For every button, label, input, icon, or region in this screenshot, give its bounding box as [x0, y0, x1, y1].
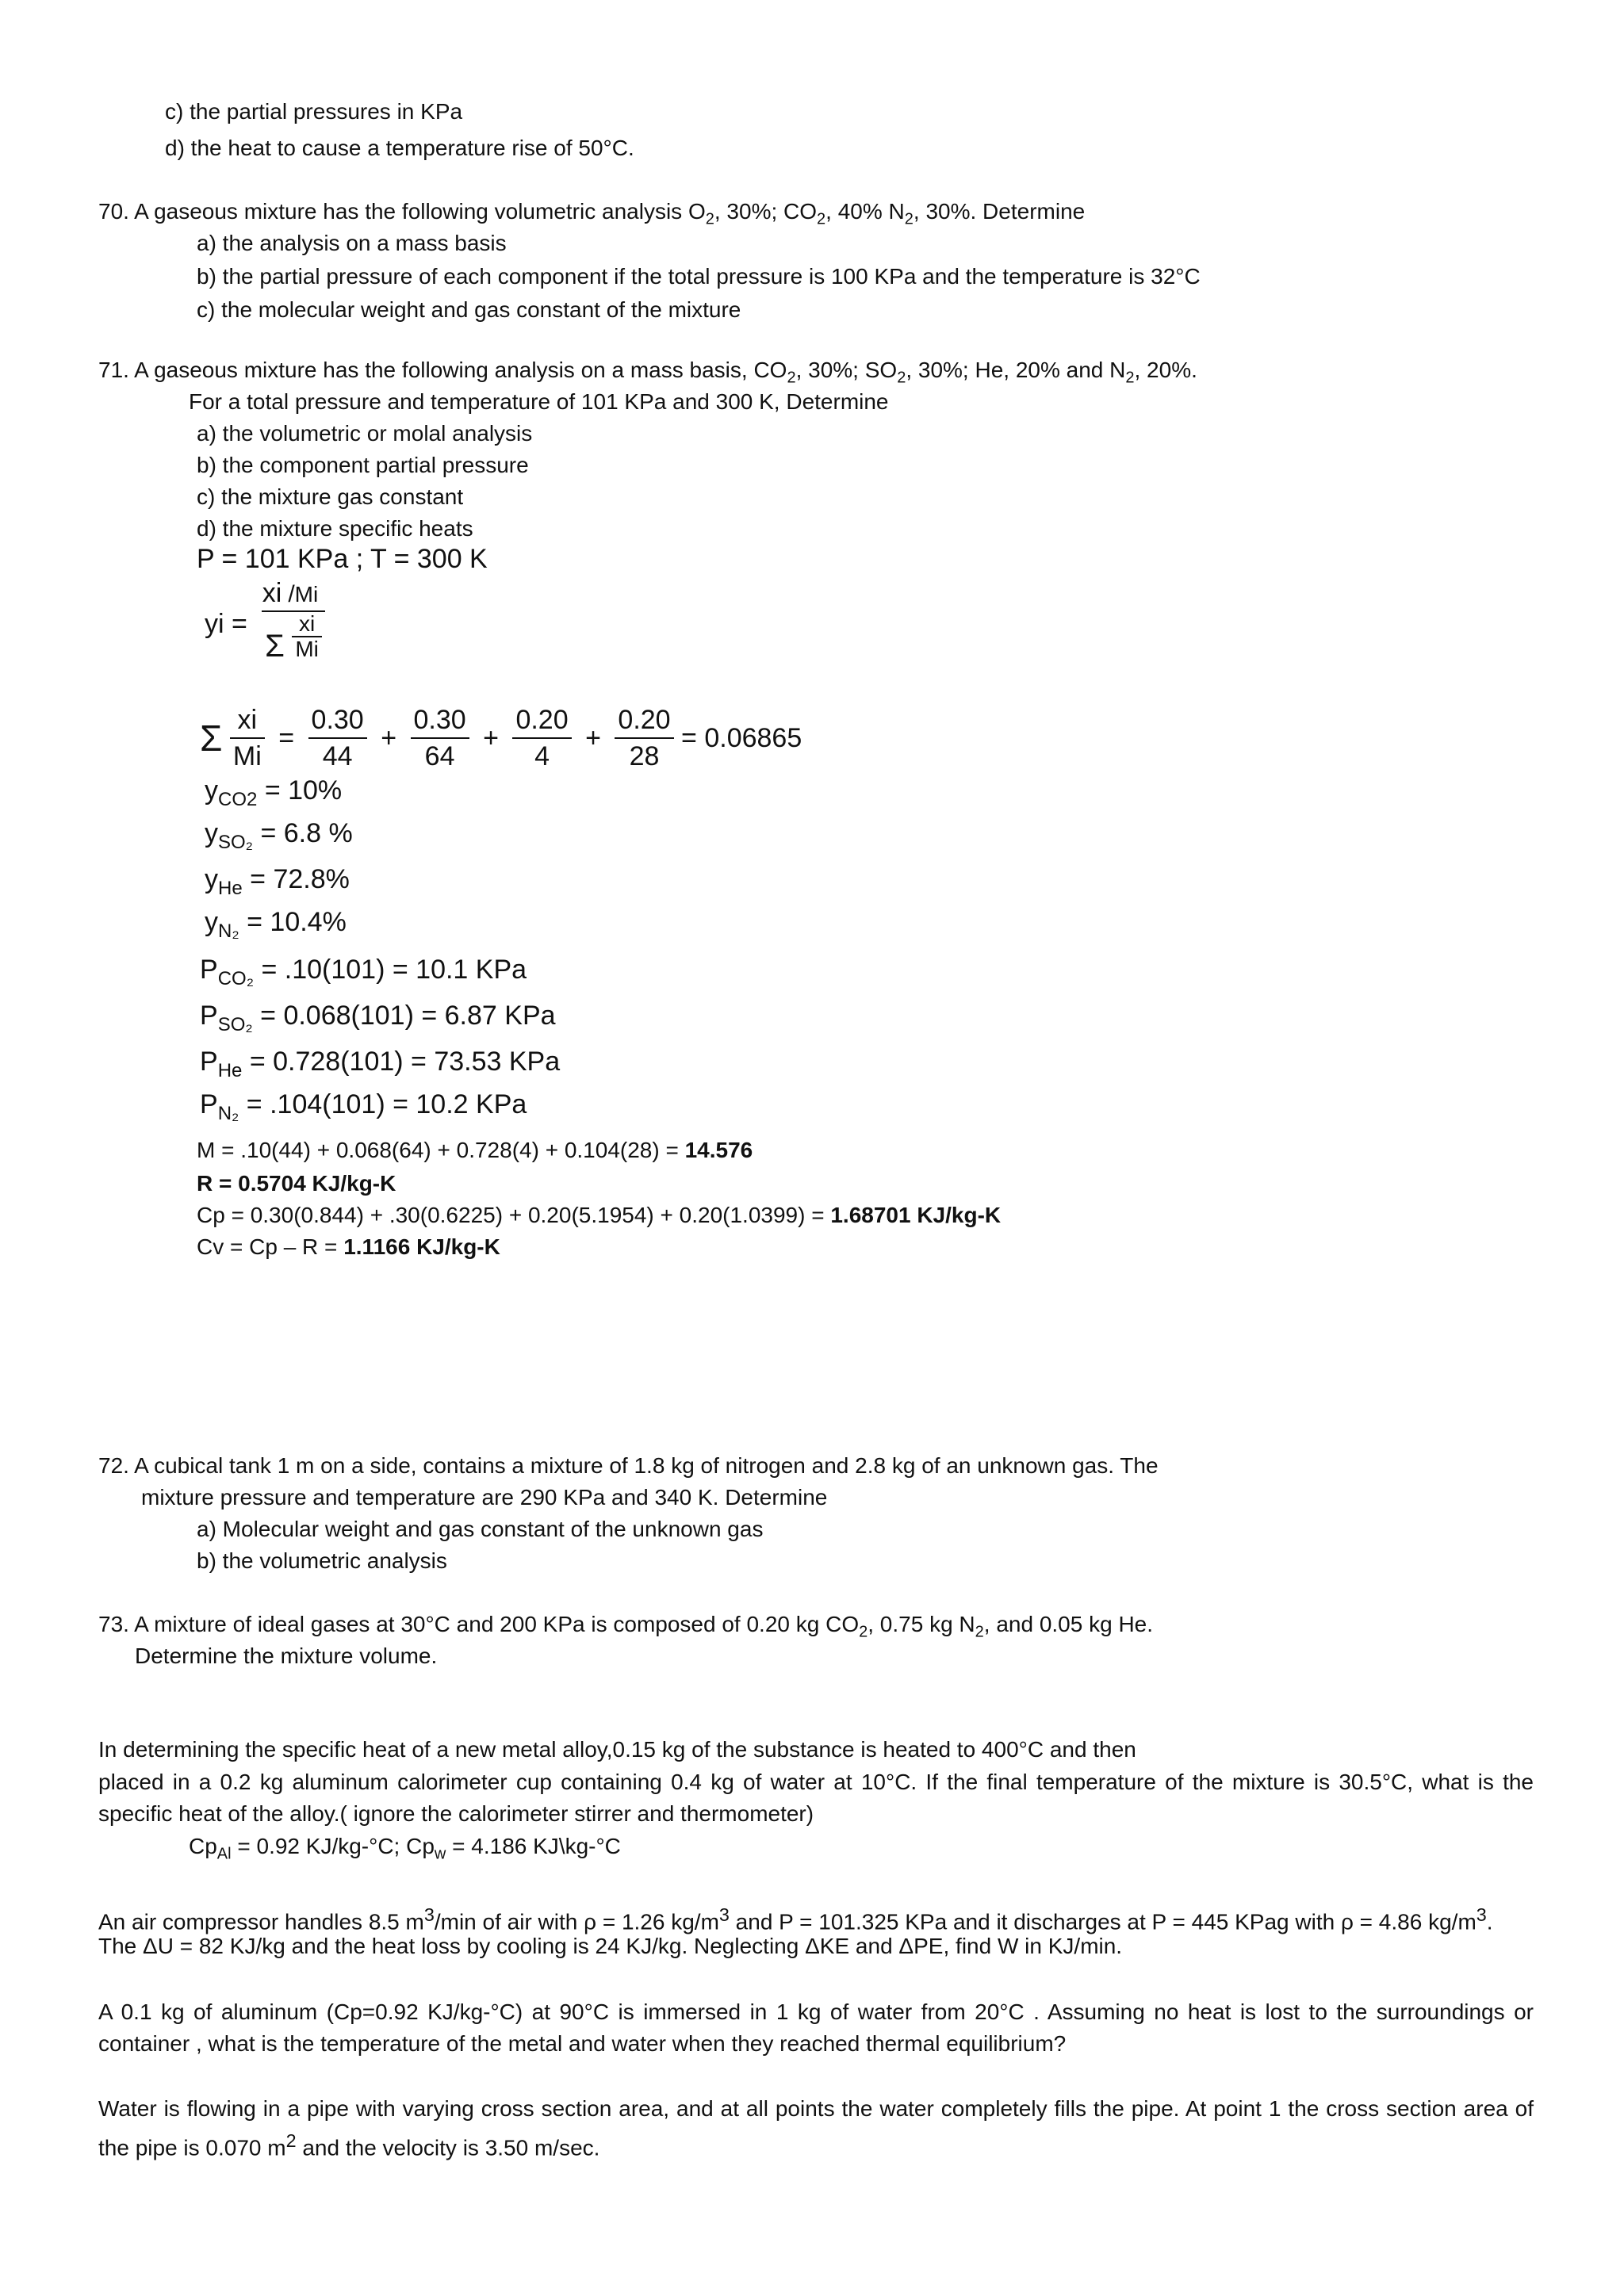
p70-stem-part: , 30%. Determine	[913, 199, 1086, 224]
p73-stem-part: , and 0.05 kg He.	[983, 1612, 1154, 1636]
aluminum-problem: A 0.1 kg of aluminum (Cp=0.92 KJ/kg-°C) at 90°C is immersed in 1 kg of water from 20°C . Assuming no heat is lost to the surroundings or container , what is the temperature of the metal and water when they reached thermal equilibrium?	[98, 1999, 1534, 2056]
p-co2	[200, 955, 527, 994]
subscript: 2	[1125, 369, 1135, 387]
p73-stem-part: , 0.75 kg N	[868, 1612, 975, 1636]
yi-formula	[262, 578, 325, 664]
superscript: 2	[285, 2130, 297, 2151]
yi-numerator	[262, 579, 325, 609]
y-co2	[205, 775, 342, 815]
p71-stem-part: 71. A gaseous mixture has the following analysis on a mass basis, CO	[98, 358, 787, 382]
subscript: CO2	[218, 788, 258, 810]
compressor-text: An air compressor handles 8.5 m	[98, 1909, 424, 1934]
plus-sign: +	[381, 723, 397, 753]
sigma-symbol: Σ	[265, 629, 285, 664]
molecular-weight-line	[197, 1135, 753, 1165]
plus-sign: +	[585, 723, 601, 753]
p71-stem-part: , 30%; He, 20% and N	[906, 358, 1126, 382]
frac-den: 4	[512, 737, 571, 774]
problem-72-a: a) Molecular weight and gas constant of the unknown gas	[197, 1517, 764, 1541]
cv-result: 1.1166 KJ/kg-K	[343, 1234, 500, 1259]
water-pipe-problem	[98, 2093, 1534, 2164]
p-symbol: P	[200, 1047, 218, 1077]
m-result: 14.576	[684, 1138, 753, 1162]
cp-label: = 0.92 KJ/kg-°C; Cp	[231, 1834, 435, 1858]
xi-over-mi	[230, 702, 265, 774]
frac-num: 0.30	[311, 705, 364, 735]
problem-71-b: b) the component partial pressure	[197, 453, 529, 477]
cp-label: Cp	[189, 1834, 217, 1858]
alloy-problem-line-2: placed in a 0.2 kg aluminum calorimeter cup containing 0.4 kg of water at 10°C. If the final temperature of the mixture is 30.5°C, what is the specific heat of the alloy.( ignore the calorimeter stirrer and thermometer)	[98, 1770, 1534, 1826]
p-symbol: P	[200, 955, 218, 985]
frac-den: 64	[411, 737, 469, 774]
problem-72-stem-2: mixture pressure and temperature are 290 KPa and 340 K. Determine	[141, 1485, 828, 1510]
p-so2	[200, 1001, 556, 1040]
subscript: N₂	[217, 1102, 239, 1124]
superscript: 3	[718, 1904, 730, 1925]
subscript: 2	[897, 369, 906, 387]
problem-71-a: a) the volumetric or molal analysis	[197, 421, 533, 446]
compressor-problem-line-2: The ΔU = 82 KJ/kg and the heat loss by cooling is 24 KJ/kg. Neglecting ΔKE and ΔPE, find W in KJ/min.	[98, 1934, 1123, 1958]
frac-den: Mi	[230, 737, 265, 774]
problem-70-b: b) the partial pressure of each component if the total pressure is 100 KPa and the temperature is 32°C	[197, 264, 1201, 289]
prev-item-c: c) the partial pressures in KPa	[165, 99, 463, 124]
p71-stem-part: , 20%.	[1134, 358, 1197, 382]
p-value: = .10(101) = 10.1 KPa	[261, 955, 527, 985]
frac-den: Mi	[292, 636, 322, 661]
y-value: = 72.8%	[250, 864, 350, 894]
y-value: = 10%	[264, 775, 343, 806]
sigma-symbol: Σ	[200, 718, 223, 759]
frac-den: 44	[308, 737, 367, 774]
term-4	[615, 702, 673, 774]
prev-item-d: d) the heat to cause a temperature rise of 50°C.	[165, 136, 634, 160]
cp-label: = 4.186 KJ\kg-°C	[446, 1834, 621, 1858]
water-text: and the velocity is 3.50 m/sec.	[296, 2135, 600, 2160]
xi-over-mi	[292, 612, 322, 661]
slash-symbol: /	[288, 581, 295, 607]
sum-result: = 0.06865	[681, 723, 802, 753]
p73-stem-part: 73. A mixture of ideal gases at 30°C and 200 KPa is composed of 0.20 kg CO	[98, 1612, 860, 1636]
given-conditions: P = 101 KPa ; T = 300 K	[197, 544, 488, 574]
frac-num: 0.30	[413, 705, 466, 735]
subscript: He	[218, 877, 243, 899]
r-result: R = 0.5704 KJ/kg-K	[197, 1171, 396, 1196]
p70-stem-part: 70. A gaseous mixture has the following volumetric analysis O	[98, 199, 706, 224]
p70-stem-part: , 30%; CO	[714, 199, 818, 224]
sum-equation	[200, 702, 802, 774]
subscript: 2	[975, 1623, 984, 1641]
problem-71-d: d) the mixture specific heats	[197, 516, 473, 541]
p71-stem-part: , 30%; SO	[795, 358, 898, 382]
superscript: 3	[423, 1904, 435, 1925]
y-value: = 6.8 %	[260, 818, 353, 848]
subscript: 2	[859, 1623, 868, 1641]
m-expression: M = .10(44) + 0.068(64) + 0.728(4) + 0.104(28) =	[197, 1138, 679, 1162]
yi-label: yi =	[205, 609, 247, 639]
plus-sign: +	[483, 723, 499, 753]
p70-stem-part: , 40% N	[825, 199, 905, 224]
y-symbol: y	[205, 818, 218, 848]
cp-expression: Cp = 0.30(0.844) + .30(0.6225) + 0.20(5.1954) + 0.20(1.0399) =	[197, 1203, 825, 1227]
y-so2	[205, 818, 353, 858]
subscript: He	[217, 1059, 243, 1081]
subscript: 2	[817, 210, 826, 228]
p-n2	[200, 1089, 527, 1129]
term-1	[308, 702, 367, 774]
subscript: SO₂	[217, 1013, 253, 1035]
subscript: w	[434, 1845, 446, 1863]
subscript: N₂	[218, 920, 239, 942]
problem-71-c: c) the mixture gas constant	[197, 484, 464, 509]
cv-expression: Cv = Cp – R =	[197, 1234, 338, 1259]
mi-symbol: Mi	[294, 582, 319, 607]
y-symbol: y	[205, 864, 218, 894]
p-value: = 0.068(101) = 6.87 KPa	[260, 1001, 556, 1031]
problem-70-a: a) the analysis on a mass basis	[197, 231, 507, 255]
frac-den: 28	[615, 737, 673, 774]
p-value: = 0.728(101) = 73.53 KPa	[249, 1047, 561, 1077]
superscript: 3	[1476, 1904, 1487, 1925]
problem-73-stem-2: Determine the mixture volume.	[135, 1644, 438, 1668]
problem-70-c: c) the molecular weight and gas constant of the mixture	[197, 297, 741, 322]
subscript: Al	[216, 1845, 232, 1863]
y-he	[205, 864, 350, 904]
problem-71-stem-2: For a total pressure and temperature of 101 KPa and 300 K, Determine	[189, 389, 889, 414]
frac-num: xi	[237, 705, 258, 735]
term-2	[411, 702, 469, 774]
p-symbol: P	[200, 1089, 218, 1119]
subscript: 2	[787, 369, 796, 387]
y-symbol: y	[205, 907, 218, 937]
compressor-text: /min of air with ρ = 1.26 kg/m	[434, 1909, 719, 1934]
water-text: Water is flowing in a pipe with varying cross section area, and at all points the water completely fills the pipe. At point 1 the cross section area of the pipe is 0.070 m	[98, 2096, 1534, 2160]
p-value: = .104(101) = 10.2 KPa	[246, 1089, 527, 1119]
compressor-text: .	[1486, 1909, 1493, 1934]
frac-num: xi	[298, 611, 316, 636]
cp-result: 1.68701 KJ/kg-K	[830, 1203, 1002, 1227]
cv-line	[197, 1232, 500, 1262]
p-symbol: P	[200, 1001, 218, 1031]
compressor-text: and P = 101.325 KPa and it discharges at P = 445 KPag with ρ = 4.86 kg/m	[729, 1909, 1477, 1934]
problem-72-b: b) the volumetric analysis	[197, 1548, 447, 1573]
yi-denominator	[262, 610, 325, 664]
problem-72-stem: 72. A cubical tank 1 m on a side, contains a mixture of 1.8 kg of nitrogen and 2.8 kg of an unknown gas. The	[98, 1453, 1159, 1478]
alloy-problem-line-1: In determining the specific heat of a new metal alloy,0.15 kg of the substance is heated to 400°C and then	[98, 1737, 1136, 1762]
y-n2	[205, 907, 347, 947]
alloy-given-cp	[189, 1831, 621, 1869]
subscript: SO₂	[218, 831, 253, 853]
cp-line	[197, 1200, 1001, 1230]
subscript: 2	[705, 210, 714, 228]
xi-symbol: xi	[262, 578, 282, 608]
y-value: = 10.4%	[247, 907, 347, 937]
y-symbol: y	[205, 775, 218, 806]
frac-num: 0.20	[618, 705, 671, 735]
frac-num: 0.20	[515, 705, 569, 735]
p-he	[200, 1047, 560, 1086]
equals-sign: =	[278, 723, 295, 753]
subscript: 2	[904, 210, 914, 228]
term-3	[512, 702, 571, 774]
gas-constant-line	[197, 1169, 396, 1199]
subscript: CO₂	[217, 967, 255, 989]
